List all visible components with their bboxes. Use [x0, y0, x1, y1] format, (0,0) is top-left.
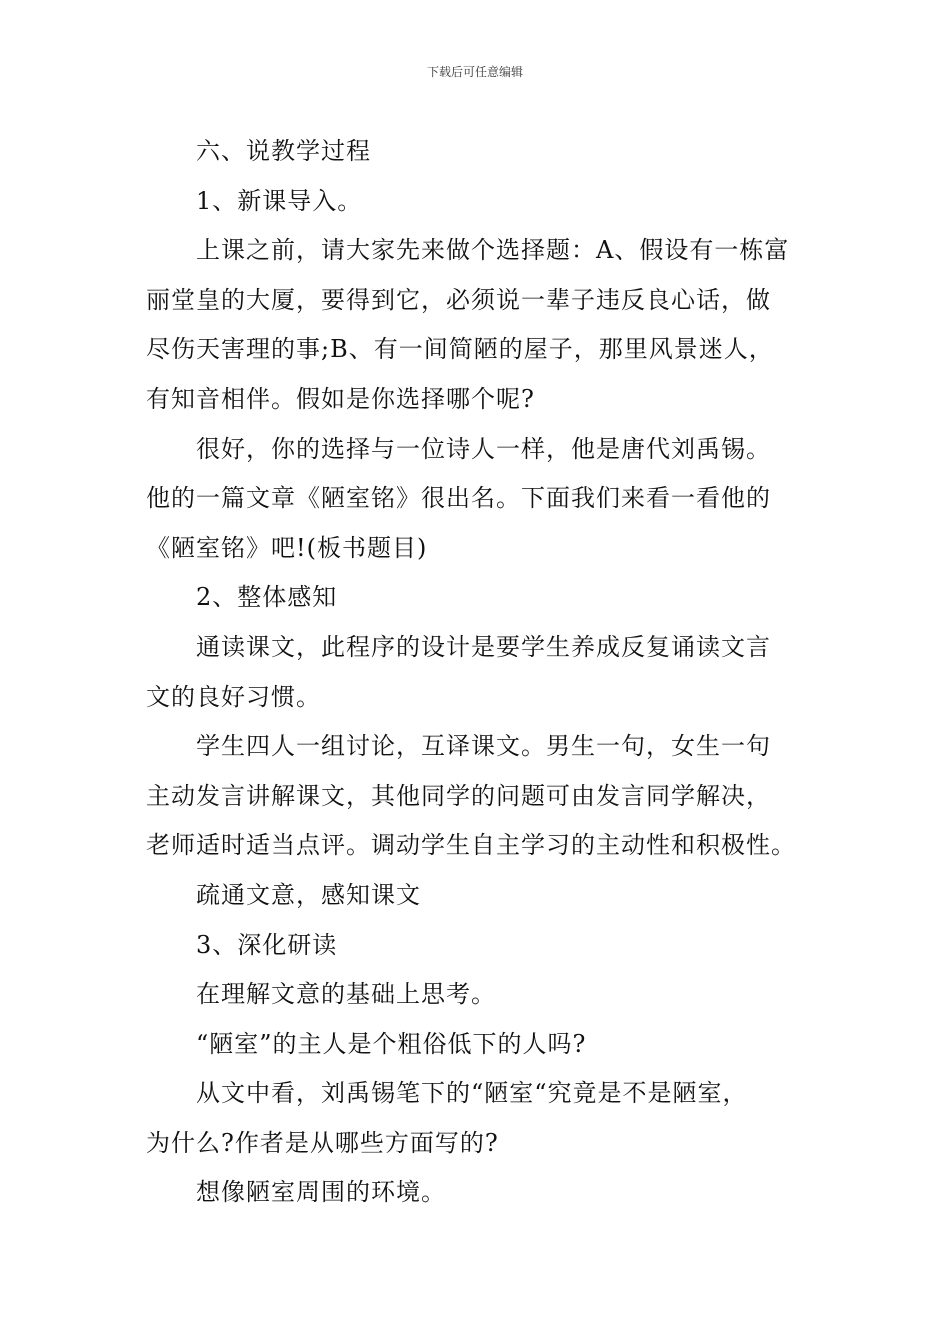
- question-owner: [146, 1020, 810, 1070]
- paragraph-read-aloud: [146, 623, 810, 722]
- paragraph-choice-question: [146, 226, 810, 424]
- paragraph-group-discussion: [146, 722, 810, 871]
- paragraph-understand-text: [146, 871, 810, 921]
- text-line: 尽伤天害理的事;B、有一间简陋的屋子，那里风景迷人，: [146, 335, 774, 364]
- text-line: 3、深化研读: [196, 930, 338, 959]
- text-line: 上课之前，请大家先来做个选择题：A、假设有一栋富: [196, 236, 790, 265]
- page-header: 下载后可任意编辑: [426, 65, 523, 79]
- text-line: 从文中看，刘禹锡笔下的“陋室“究竟是不是陋室，: [196, 1079, 748, 1108]
- text-line: 有知音相伴。假如是你选择哪个呢?: [146, 384, 535, 413]
- text-line: 1、新课导入。: [196, 186, 363, 215]
- text-line: 在理解文意的基础上思考。: [196, 980, 496, 1009]
- text-line: 丽堂皇的大厦，要得到它，必须说一辈子违反良心话，做: [146, 285, 771, 314]
- text-line: 很好，你的选择与一位诗人一样，他是唐代刘禹锡。: [196, 434, 771, 463]
- document-body: [146, 127, 810, 1218]
- subheading-overall-perception: [146, 573, 810, 623]
- section-heading-6: [146, 127, 810, 177]
- text-line: 老师适时适当点评。调动学生自主学习的主动性和积极性。: [146, 831, 796, 860]
- text-line: 《陋室铭》吧!(板书题目): [146, 533, 428, 562]
- text-line: 疏通文意，感知课文: [196, 880, 421, 909]
- paragraph-think: [146, 970, 810, 1020]
- text-line: 为什么?作者是从哪些方面写的?: [146, 1128, 499, 1157]
- text-line: “陋室”的主人是个粗俗低下的人吗?: [196, 1029, 587, 1058]
- text-line: 文的良好习惯。: [146, 682, 321, 711]
- text-line: 他的一篇文章《陋室铭》很出名。下面我们来看一看他的: [146, 484, 771, 513]
- subheading-deep-reading: [146, 921, 810, 971]
- question-humble-room: [146, 1069, 810, 1168]
- text-line: 学生四人一组讨论，互译课文。男生一句，女生一句: [196, 732, 771, 761]
- text-line: 六、说教学过程: [196, 137, 371, 165]
- text-line: 通读课文，此程序的设计是要学生养成反复诵读文言: [196, 632, 771, 661]
- paragraph-poet-intro: [146, 425, 810, 574]
- paragraph-imagine-environment: [146, 1168, 810, 1218]
- text-line: 想像陋室周围的环境。: [196, 1178, 446, 1207]
- text-line: 主动发言讲解课文，其他同学的问题可由发言同学解决，: [146, 781, 771, 810]
- text-line: 2、整体感知: [196, 583, 338, 612]
- subheading-new-lesson: [146, 177, 810, 227]
